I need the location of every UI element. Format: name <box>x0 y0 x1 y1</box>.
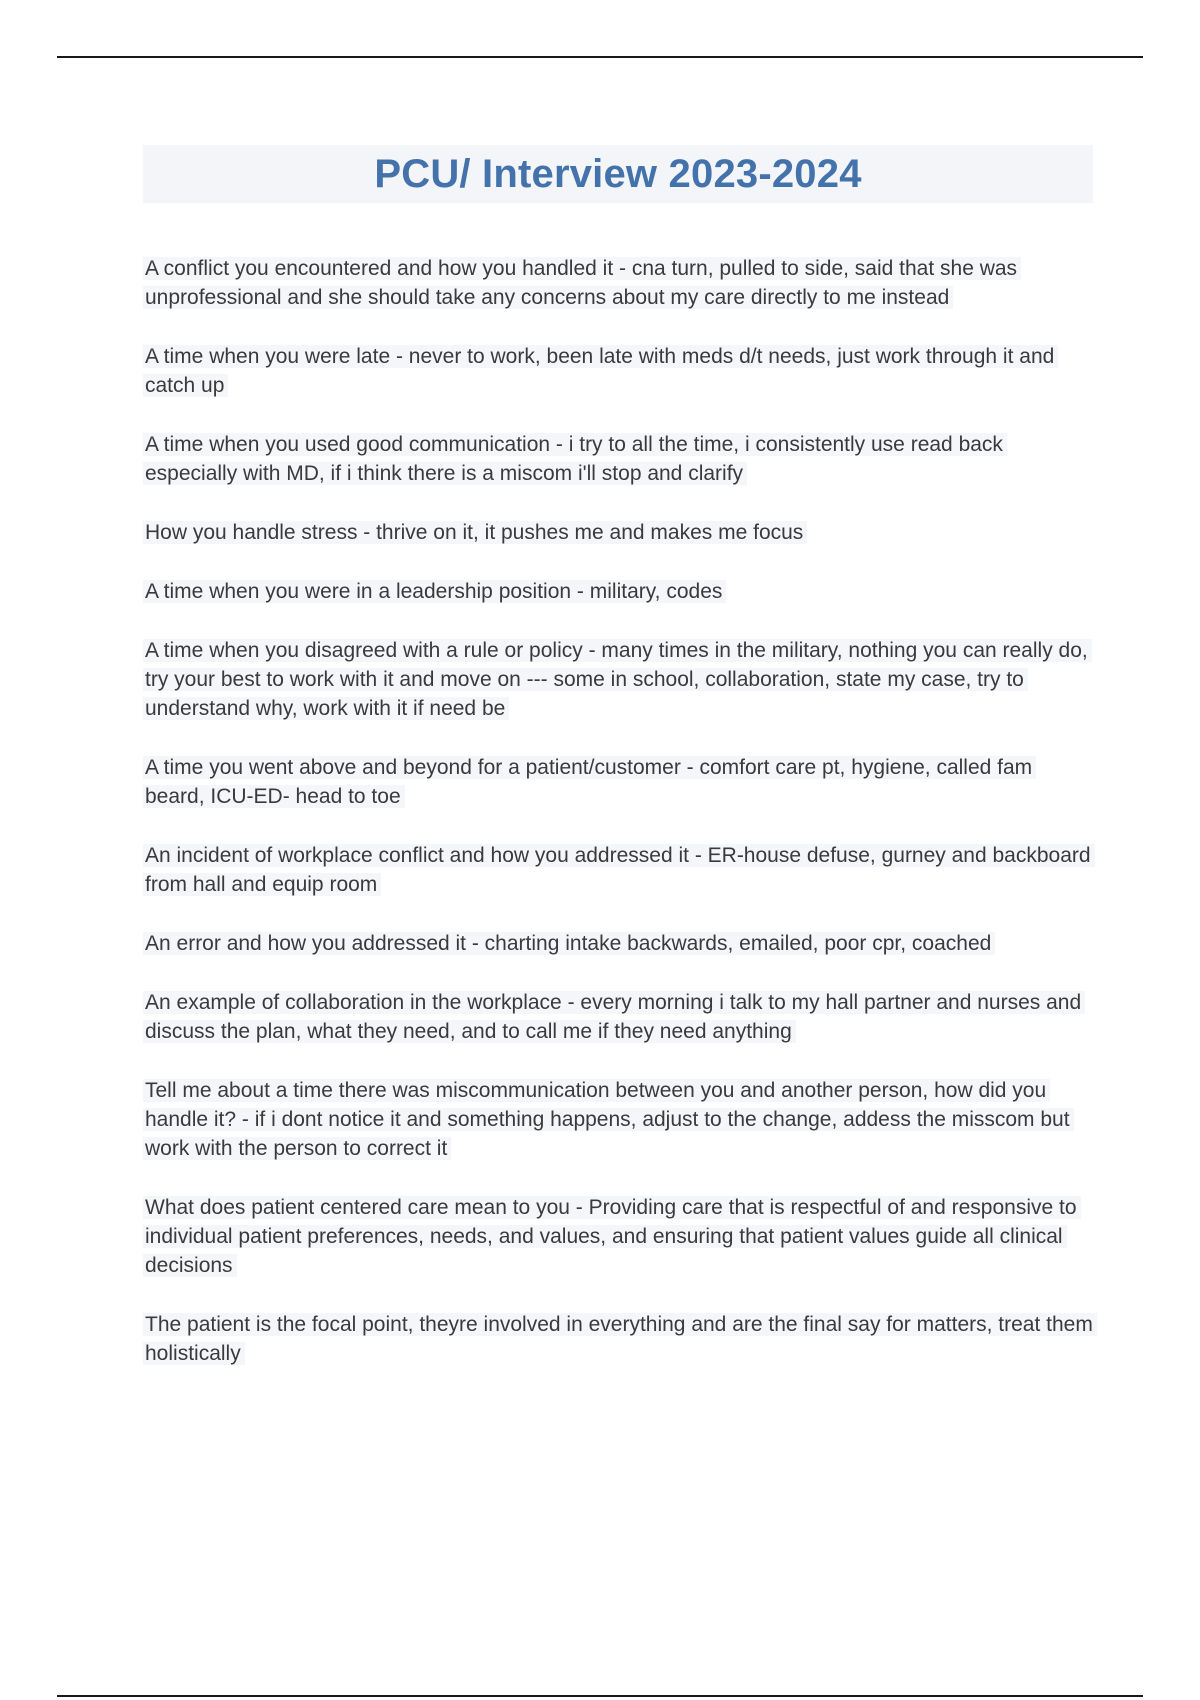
item-text: What does patient centered care mean to you - Providing care that is respectful of and responsive to individual patient preferences, needs, and values, and ensuring that patient values guide all clinical decisions <box>143 1196 1081 1277</box>
list-item <box>143 636 1093 723</box>
title-band <box>143 145 1093 203</box>
list-item <box>143 1193 1093 1280</box>
list-item <box>143 518 1093 547</box>
item-text: The patient is the focal point, theyre involved in everything and are the final say for matters, treat them holistically <box>143 1313 1097 1365</box>
item-text: An incident of workplace conflict and how you addressed it - ER-house defuse, gurney and backboard from hall and equip room <box>143 844 1095 896</box>
list-item <box>143 254 1093 312</box>
top-rule <box>57 56 1143 58</box>
list-item <box>143 577 1093 606</box>
item-text: An example of collaboration in the workplace - every morning i talk to my hall partner and nurses and discuss the plan, what they need, and to call me if they need anything <box>143 991 1085 1043</box>
item-text: Tell me about a time there was miscommunication between you and another person, how did you handle it? - if i dont notice it and something happens, adjust to the change, addess the misscom but work with the person to correct it <box>143 1079 1074 1160</box>
list-item <box>143 753 1093 811</box>
list-item <box>143 1076 1093 1163</box>
qa-list <box>143 254 1093 1398</box>
list-item <box>143 988 1093 1046</box>
page-title: PCU/ Interview 2023-2024 <box>374 151 862 196</box>
list-item <box>143 841 1093 899</box>
item-text: How you handle stress - thrive on it, it pushes me and makes me focus <box>143 521 807 544</box>
list-item <box>143 342 1093 400</box>
item-text: A time you went above and beyond for a patient/customer - comfort care pt, hygiene, called fam beard, ICU-ED- head to toe <box>143 756 1036 808</box>
item-text: A time when you were late - never to work, been late with meds d/t needs, just work through it and catch up <box>143 345 1058 397</box>
bottom-rule <box>57 1695 1143 1697</box>
item-text: A time when you were in a leadership position - military, codes <box>143 580 726 603</box>
list-item <box>143 929 1093 958</box>
item-text: A time when you disagreed with a rule or policy - many times in the military, nothing you can really do, try your best to work with it and move on --- some in school, collaboration, state my case, try to understand why, work with it if need be <box>143 639 1092 720</box>
item-text: An error and how you addressed it - charting intake backwards, emailed, poor cpr, coached <box>143 932 995 955</box>
list-item <box>143 1310 1093 1368</box>
item-text: A time when you used good communication - i try to all the time, i consistently use read back especially with MD, if i think there is a miscom i'll stop and clarify <box>143 433 1007 485</box>
list-item <box>143 430 1093 488</box>
item-text: A conflict you encountered and how you handled it - cna turn, pulled to side, said that she was unprofessional and she should take any concerns about my care directly to me instead <box>143 257 1021 309</box>
